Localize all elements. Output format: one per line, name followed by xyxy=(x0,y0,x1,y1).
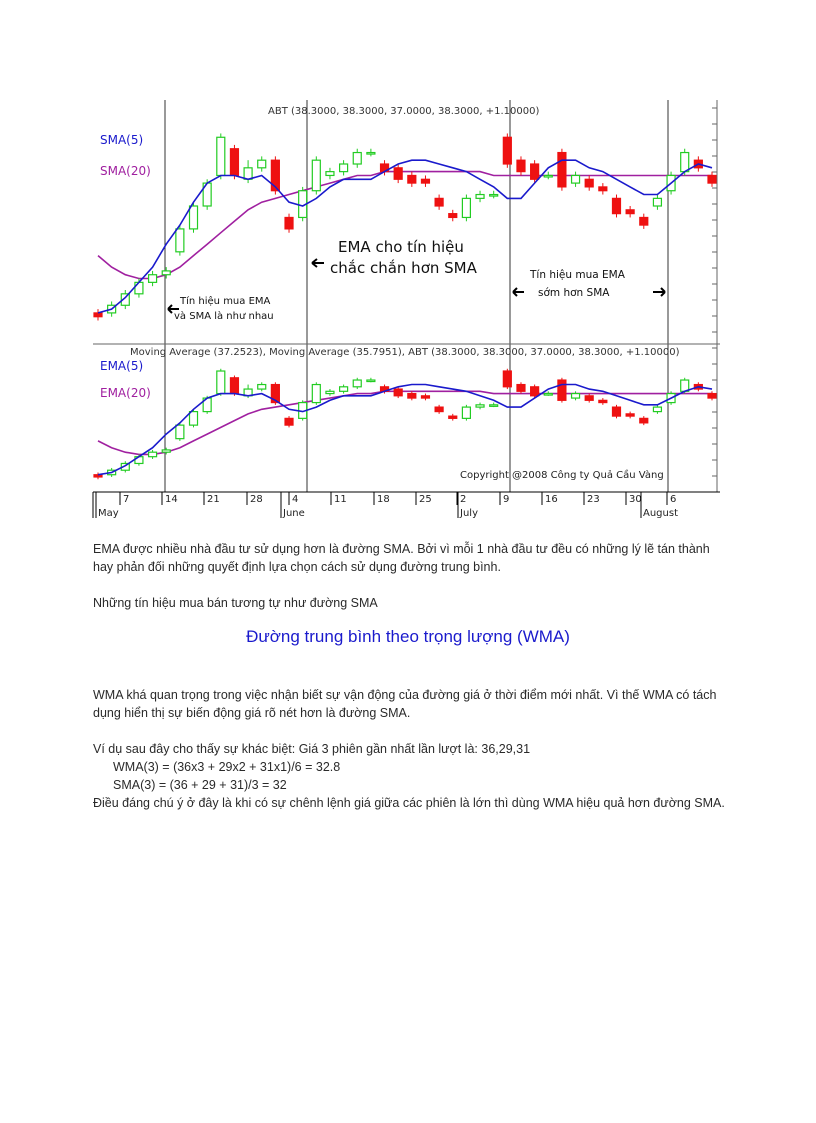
candle-body xyxy=(544,394,552,396)
candle-body xyxy=(326,172,334,176)
candle xyxy=(353,378,361,389)
candle-body xyxy=(558,153,566,187)
candle-body xyxy=(367,153,375,155)
x-tick-label: 28 xyxy=(250,494,263,505)
candle xyxy=(517,382,525,393)
candle-body xyxy=(408,175,416,183)
candle xyxy=(217,133,225,179)
candle xyxy=(217,369,225,396)
chart-background xyxy=(93,100,720,520)
x-tick-label: 23 xyxy=(587,494,600,505)
x-tick-label: 7 xyxy=(123,494,130,505)
candle-body xyxy=(312,385,320,403)
candle-body xyxy=(312,160,320,191)
candle-body xyxy=(653,407,661,412)
candle xyxy=(558,378,566,403)
candle-body xyxy=(490,195,498,197)
candle xyxy=(312,156,320,194)
candle xyxy=(462,405,470,421)
candle-body xyxy=(612,198,620,213)
candle-body xyxy=(190,206,198,229)
candle-body xyxy=(176,229,184,252)
candle-body xyxy=(408,394,416,399)
candle-body xyxy=(612,407,620,416)
candle-body xyxy=(640,217,648,225)
candle-body xyxy=(572,394,580,399)
example-intro: Ví dụ sau đây cho thấy sự khác biệt: Giá 3 phiên gần nhất lần lượt là: 36,29,31 xyxy=(93,742,531,756)
candle-body xyxy=(217,371,225,394)
candle-body xyxy=(708,175,716,183)
candle-body xyxy=(190,412,198,426)
moving-average-chart xyxy=(90,100,722,520)
candle xyxy=(271,156,279,194)
x-tick-label: 21 xyxy=(207,494,220,505)
candle-body xyxy=(340,164,348,172)
candle-body xyxy=(708,394,716,399)
sma-formula: SMA(3) = (36 + 29 + 31)/3 = 32 xyxy=(113,778,287,792)
candle xyxy=(230,376,238,396)
month-label: August xyxy=(643,508,678,519)
candle-body xyxy=(640,418,648,423)
month-label: July xyxy=(460,508,478,519)
candle-body xyxy=(435,198,443,206)
candle-body xyxy=(230,378,238,394)
candle-body xyxy=(326,391,334,393)
candle-body xyxy=(162,450,170,452)
wma-formula: WMA(3) = (36x3 + 29x2 + 31x1)/6 = 32.8 xyxy=(113,760,341,774)
paragraph-wma-intro: WMA khá quan trọng trong việc nhận biết sự vận động của đường giá ở thời điểm mới nhất. Vì thế WMA có tách dụng hiển thị sự biến động giá rõ nét hơn là đường SMA. xyxy=(93,688,717,720)
candle-body xyxy=(585,396,593,401)
paragraph-ema-usage: EMA được nhiều nhà đầu tư sử dụng hơn là đường SMA. Bởi vì mỗi 1 nhà đầu tư đều có những lý lẽ tán thành hay phản đối những quyết định lựa chọn cách sử dụng đường trung bình. xyxy=(93,542,710,574)
candle-body xyxy=(476,195,484,199)
candle-body xyxy=(394,168,402,179)
candle xyxy=(612,195,620,218)
x-tick-label: 30 xyxy=(629,494,642,505)
x-tick-label: 25 xyxy=(419,494,432,505)
annotation-same-signal-line2: và SMA là như nhau xyxy=(174,311,274,322)
x-tick-label: 16 xyxy=(545,494,558,505)
candle xyxy=(312,382,320,405)
candle-body xyxy=(244,168,252,179)
x-tick-label: 4 xyxy=(292,494,299,505)
candle-body xyxy=(258,160,266,168)
candle-body xyxy=(353,380,361,387)
candle-body xyxy=(517,385,525,392)
candle-body xyxy=(353,153,361,164)
candle-body xyxy=(476,405,484,407)
candle-body xyxy=(503,371,511,387)
candle-body xyxy=(572,175,580,183)
candle-body xyxy=(367,380,375,382)
candle-body xyxy=(94,475,102,477)
candle-body xyxy=(394,389,402,396)
candle-body xyxy=(626,210,634,214)
candle-body xyxy=(285,418,293,425)
candle xyxy=(558,149,566,191)
candle-body xyxy=(681,153,689,172)
x-tick-label: 18 xyxy=(377,494,390,505)
copyright-text: Copyright @2008 Công ty Quả Cầu Vàng xyxy=(460,470,664,481)
legend-sma20: SMA(20) xyxy=(100,164,151,178)
legend-sma5: SMA(5) xyxy=(100,133,144,147)
candle-body xyxy=(531,164,539,179)
candle-body xyxy=(340,387,348,392)
candle-body xyxy=(230,149,238,176)
top-panel-header: ABT (38.3000, 38.3000, 37.0000, 38.3000, +1.10000) xyxy=(268,106,540,117)
candle-body xyxy=(517,160,525,171)
candle-body xyxy=(217,137,225,175)
candle-body xyxy=(135,282,143,293)
candle-body xyxy=(149,452,157,457)
candle-body xyxy=(449,416,457,418)
candle-body xyxy=(558,380,566,400)
annotation-early-signal-line1: Tín hiệu mua EMA xyxy=(530,269,625,281)
candle-body xyxy=(544,175,552,177)
legend-ema20: EMA(20) xyxy=(100,386,151,400)
candle-body xyxy=(449,214,457,218)
x-tick-label: 6 xyxy=(670,494,677,505)
candle-body xyxy=(503,137,511,164)
candle-body xyxy=(462,198,470,217)
candle xyxy=(503,133,511,167)
x-tick-label: 9 xyxy=(503,494,510,505)
section-heading: Đường trung bình theo trọng lượng (WMA) xyxy=(246,627,570,646)
bottom-panel-header: Moving Average (37.2523), Moving Average (35.7951), ABT (38.3000, 38.3000, 37.0000, 38.3000, +1.10000) xyxy=(130,347,680,358)
candle xyxy=(462,195,470,222)
month-label: May xyxy=(98,508,119,519)
candle-body xyxy=(599,400,607,402)
annotation-early-signal-line2: sớm hơn SMA xyxy=(538,287,610,299)
x-tick-label: 11 xyxy=(334,494,347,505)
x-tick-label: 2 xyxy=(460,494,467,505)
candle-body xyxy=(653,198,661,206)
candle xyxy=(612,405,620,419)
example-block xyxy=(93,740,733,812)
annotation-ema-signal-line1: EMA cho tín hiệu xyxy=(338,238,464,256)
candle-body xyxy=(462,407,470,418)
candle-body xyxy=(626,414,634,416)
candle-body xyxy=(285,217,293,228)
candle-body xyxy=(435,407,443,412)
month-label: June xyxy=(283,508,305,519)
candle-body xyxy=(258,385,266,390)
annotation-same-signal-line1: Tín hiệu mua EMA xyxy=(180,296,271,307)
candle-body xyxy=(421,396,429,398)
candle-body xyxy=(531,387,539,396)
candle-body xyxy=(490,405,498,407)
candle-body xyxy=(599,187,607,191)
conclusion: Điều đáng chú ý ở đây là khi có sự chênh lệnh giá giữa các phiên là lớn thì dùng WMA hiệu quả hơn đường SMA. xyxy=(93,796,725,810)
candle xyxy=(230,145,238,179)
candle-body xyxy=(585,179,593,187)
candle xyxy=(285,416,293,427)
annotation-ema-signal-line2: chắc chắn hơn SMA xyxy=(330,259,477,277)
legend-ema5: EMA(5) xyxy=(100,359,144,373)
candle-body xyxy=(149,275,157,283)
x-tick-label: 14 xyxy=(165,494,178,505)
candle-body xyxy=(176,425,184,439)
paragraph-signals: Những tín hiệu mua bán tương tự như đường SMA xyxy=(93,596,378,610)
candle-body xyxy=(162,271,170,275)
candle-body xyxy=(94,313,102,317)
candle xyxy=(503,369,511,389)
candle-body xyxy=(421,179,429,183)
